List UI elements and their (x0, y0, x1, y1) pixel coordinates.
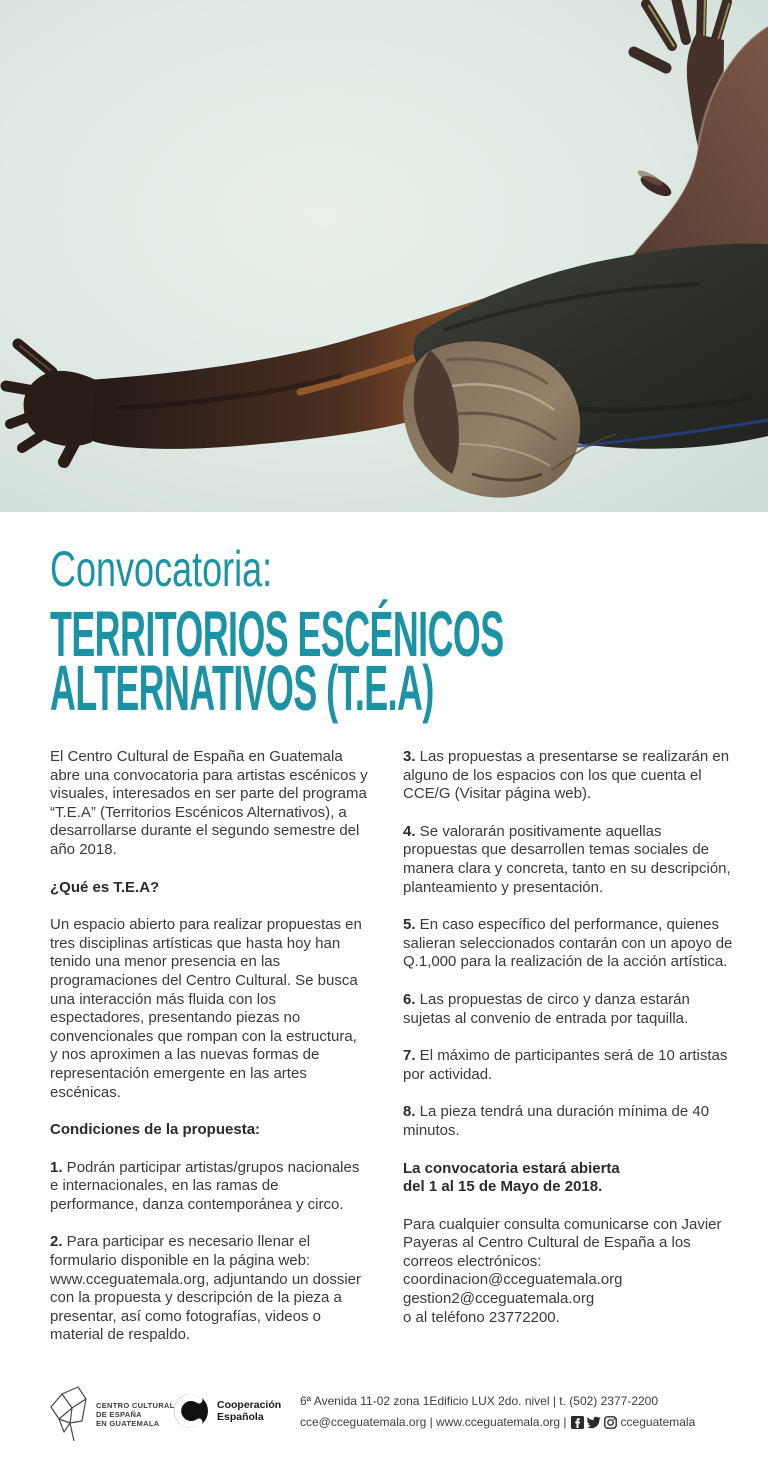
facebook-icon (571, 1416, 584, 1429)
tea-description-paragraph: Un espacio abierto para realizar propuestas en tres disciplinas artísticas que hasta hoy han tenido una menor presencia en las programaciones del Centro Cultural. Se busca una interacción más fluida con los espectadores, presentando piezas no convencionales que rompan con la estructura, y nos aproximen a las nuevas formas de representación emergente en las artes escénicas. (50, 916, 362, 1101)
condition-item-6 (403, 991, 738, 1028)
condition-text: El máximo de participantes será de 10 artistas por actividad. (403, 1047, 728, 1083)
condition-item-2 (50, 1233, 368, 1345)
condition-text: En caso específico del performance, quienes salieran seleccionados contarán con un apoyo de Q.1,000 para la realización de la acción artística. (403, 916, 733, 971)
condition-text: Se valorarán positivamente aquellas propuestas que desarrollen temas sociales de manera clara y concreta, tanto en su descripción, planteamiento y presentación. (403, 822, 731, 896)
condition-item-7 (403, 1047, 738, 1084)
page-title (50, 598, 768, 724)
twitter-icon (587, 1416, 601, 1429)
footer-social-handle: cceguatemala (620, 1415, 696, 1429)
footer-contact (300, 1391, 695, 1433)
two-column-body (50, 748, 768, 1345)
footer-address-line: 6ª Avenida 11-02 zona 1Edificio LUX 2do. nivel | t. (502) 2377-2200 (300, 1394, 659, 1408)
dancer-photo-illustration (0, 0, 768, 512)
condition-item-8 (403, 1103, 738, 1140)
condition-text: Podrán participar artistas/grupos nacionales e internacionales, en las ramas de performance, danza contemporánea y circo. (50, 1158, 360, 1213)
coop-logo-line: Española (217, 1411, 264, 1423)
condition-number: 7. (403, 1047, 416, 1065)
right-column (403, 748, 738, 1345)
footer-web-line (300, 1412, 695, 1433)
condition-number: 2. (50, 1233, 63, 1251)
cce-logo-line: EN GUATEMALA (96, 1418, 160, 1428)
condition-text: La pieza tendrá una duración mínima de 40 minutos. (403, 1103, 710, 1139)
poster-body (0, 512, 768, 1345)
intro-paragraph: El Centro Cultural de España en Guatemala abre una convocatoria para artistas escénicos y visuales, interesados en ser parte del programa “T.E.A” (Territorios Escénicos Alternativos), a desarrollarse durante el segundo semestre del año 2018. (50, 748, 368, 858)
instagram-icon (604, 1416, 617, 1429)
contact-phone: o al teléfono 23772200. (403, 1308, 560, 1326)
title-line-1: TERRITORIOS ESCÉNICOS (50, 598, 504, 670)
condition-text: Las propuestas a presentarse se realizarán en alguno de los espacios con los que cuenta el CCE/G (Visitar página web). (403, 748, 730, 803)
condition-item-1 (50, 1159, 368, 1215)
condition-number: 8. (403, 1103, 416, 1121)
cooperacion-espanola-logo-icon (172, 1392, 210, 1430)
coop-logo-line: Cooperación (217, 1399, 282, 1411)
left-column (50, 748, 368, 1345)
kicker-title (50, 543, 768, 595)
condition-text: Para participar es necesario llenar el formulario disponible en la página web: www.cceguatemala.org, adjuntando un dossier con la propuesta y descripción de la pieza a presentar, así como fotografías, videos o material de respaldo. (50, 1233, 362, 1344)
condition-number: 5. (403, 916, 416, 934)
cce-origami-logo-icon (46, 1385, 90, 1443)
condition-number: 1. (50, 1158, 63, 1176)
kicker-text: Convocatoria: (50, 541, 273, 597)
hero-photo (0, 0, 768, 512)
title-line-2: ALTERNATIVOS (T.E.A) (50, 652, 434, 724)
cce-logo-line: CENTRO CULTURAL (96, 1400, 175, 1410)
condition-number: 6. (403, 990, 416, 1008)
deadline-notice (403, 1160, 738, 1197)
condition-item-5 (403, 916, 738, 972)
condition-item-3 (403, 748, 738, 804)
contact-block (403, 1216, 738, 1328)
cce-guatemala-logo (46, 1385, 175, 1443)
footer-web-text: cce@cceguatemala.org | www.cceguatemala.org | (300, 1415, 567, 1429)
coop-logo-text (217, 1399, 281, 1423)
contact-email-2: gestion2@cceguatemala.org (403, 1290, 595, 1308)
social-icons (571, 1416, 617, 1429)
deadline-line-2: del 1 al 15 de Mayo de 2018. (403, 1178, 603, 1196)
heading-what-is-tea: ¿Qué es T.E.A? (50, 878, 160, 896)
contact-intro: Para cualquier consulta comunicarse con Javier Payeras al Centro Cultural de España a los correos electrónicos: (403, 1215, 722, 1270)
cce-logo-line: DE ESPAÑA (96, 1409, 142, 1419)
cooperacion-espanola-logo (172, 1392, 281, 1430)
condition-item-4 (403, 823, 738, 897)
condition-number: 3. (403, 748, 416, 765)
poster-footer (0, 1383, 768, 1443)
contact-email-1: coordinacion@cceguatemala.org (403, 1271, 623, 1289)
deadline-line-1: La convocatoria estará abierta (403, 1159, 620, 1177)
heading-conditions: Condiciones de la propuesta: (50, 1121, 261, 1139)
cce-logo-text (96, 1401, 175, 1428)
condition-text: Las propuestas de circo y danza estarán sujetas al convenio de entrada por taquilla. (403, 990, 690, 1027)
condition-number: 4. (403, 822, 416, 840)
